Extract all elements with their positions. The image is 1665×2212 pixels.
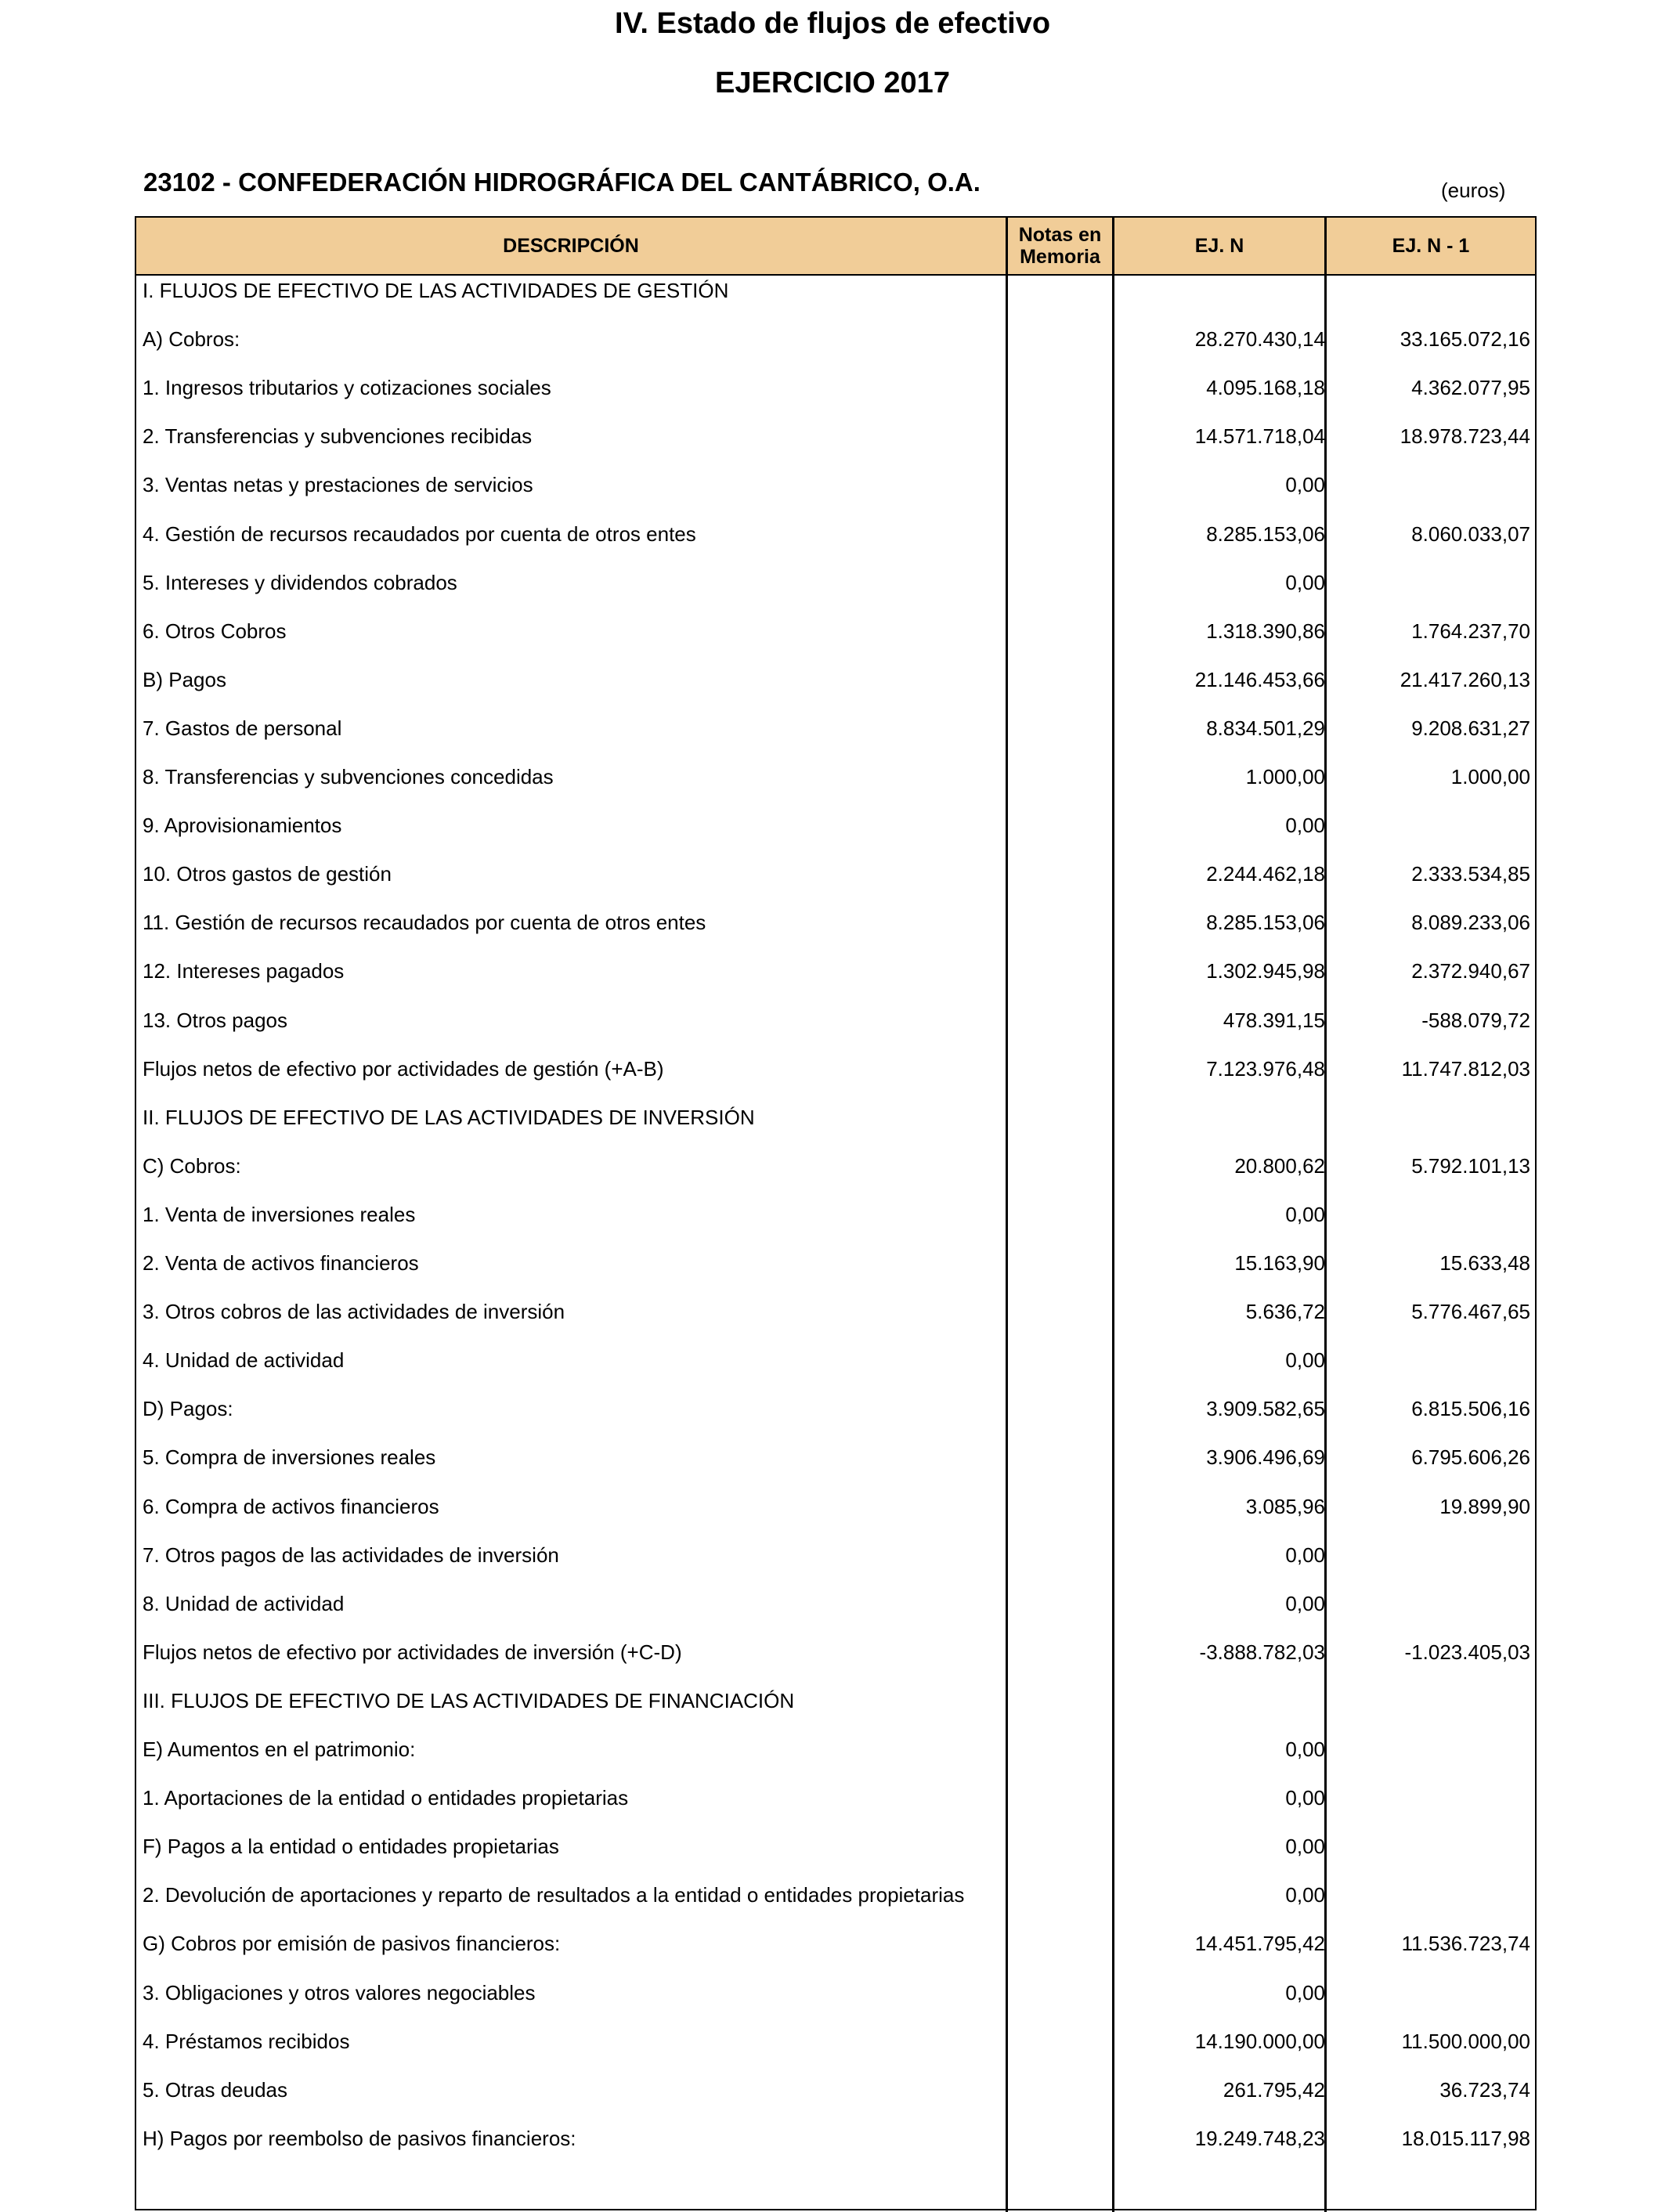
- row-value-ej-n: 0,00: [1285, 1202, 1325, 1226]
- row-description: 4. Unidad de actividad: [143, 1348, 345, 1373]
- row-value-ej-n: 0,00: [1285, 1883, 1325, 1907]
- row-description: 12. Intereses pagados: [143, 959, 345, 983]
- row-description: 11. Gestión de recursos recaudados por cuenta de otros entes: [143, 911, 706, 935]
- cash-flow-table: [135, 216, 1537, 2210]
- row-description: 1. Aportaciones de la entidad o entidades propietarias: [143, 1786, 629, 1810]
- row-value-ej-n: 261.795,42: [1223, 2077, 1325, 2102]
- table-row: [136, 1686, 1535, 1734]
- table-row: [136, 2026, 1535, 2075]
- row-description: 9. Aprovisionamientos: [143, 814, 342, 838]
- row-description: Flujos netos de efectivo por actividades de gestión (+A-B): [143, 1056, 664, 1081]
- row-value-ej-n1: 2.333.534,85: [1411, 862, 1530, 886]
- row-description: F) Pagos a la entidad o entidades propietarias: [143, 1835, 559, 1859]
- row-value-ej-n1: [1335, 1831, 1530, 1880]
- row-description: 2. Devolución de aportaciones y reparto de resultados a la entidad o entidades propietarias: [143, 1883, 965, 1907]
- row-value-ej-n: 0,00: [1285, 1348, 1325, 1373]
- table-row: [136, 1783, 1535, 1831]
- row-value-ej-n1: 36.723,74: [1439, 2077, 1530, 2102]
- currency-units: (euros): [1441, 179, 1506, 202]
- table-row: [136, 1831, 1535, 1880]
- row-value-ej-n1: [1335, 568, 1530, 616]
- row-description: 10. Otros gastos de gestión: [143, 862, 392, 886]
- table-row: [136, 665, 1535, 713]
- row-value-ej-n1: 6.815.506,16: [1411, 1397, 1530, 1421]
- row-description: 1. Venta de inversiones reales: [143, 1202, 416, 1226]
- row-value-ej-n: 0,00: [1285, 1591, 1325, 1615]
- row-value-ej-n: 3.909.582,65: [1206, 1397, 1325, 1421]
- row-description: III. FLUJOS DE EFECTIVO DE LAS ACTIVIDADES DE FINANCIACIÓN: [143, 1688, 795, 1712]
- row-value-ej-n: 14.571.718,04: [1194, 424, 1325, 449]
- table-row: [136, 713, 1535, 762]
- table-row: [136, 1978, 1535, 2026]
- row-description: 1. Ingresos tributarios y cotizaciones sociales: [143, 376, 551, 400]
- row-value-ej-n1: 2.372.940,67: [1411, 959, 1530, 983]
- table-row: [136, 1297, 1535, 1345]
- row-description: A) Cobros:: [143, 327, 240, 352]
- row-value-ej-n: 8.285.153,06: [1206, 521, 1325, 546]
- table-row: [136, 1054, 1535, 1102]
- row-value-ej-n: 15.163,90: [1234, 1251, 1325, 1275]
- row-value-ej-n: 28.270.430,14: [1194, 327, 1325, 352]
- row-value-ej-n: 8.285.153,06: [1206, 911, 1325, 935]
- row-value-ej-n1: 1.000,00: [1450, 765, 1530, 788]
- row-value-ej-n1: 6.795.606,26: [1411, 1445, 1530, 1470]
- row-value-ej-n1: 18.015.117,98: [1401, 2126, 1530, 2150]
- header-ej-n1: EJ. N - 1: [1392, 235, 1470, 257]
- row-value-ej-n: 5.636,72: [1245, 1300, 1325, 1324]
- table-row: [136, 1005, 1535, 1054]
- row-description: 2. Transferencias y subvenciones recibidas: [143, 424, 533, 449]
- table-row: [136, 421, 1535, 470]
- row-value-ej-n: 478.391,15: [1223, 1008, 1325, 1032]
- row-description: 2. Venta de activos financieros: [143, 1251, 419, 1275]
- row-value-ej-n1: 15.633,48: [1439, 1251, 1530, 1275]
- row-value-ej-n: 0,00: [1285, 814, 1325, 838]
- table-row: [136, 1880, 1535, 1929]
- row-value-ej-n1: 21.417.260,13: [1400, 667, 1530, 691]
- row-value-ej-n1: 19.899,90: [1439, 1494, 1530, 1518]
- row-value-ej-n1: [1335, 1345, 1530, 1394]
- row-description: 5. Otras deudas: [143, 2077, 287, 2102]
- page-title: IV. Estado de flujos de efectivo: [614, 7, 1051, 40]
- table-row: [136, 519, 1535, 568]
- row-value-ej-n1: [1335, 1686, 1530, 1734]
- table-row: [136, 470, 1535, 518]
- row-value-ej-n1: 11.747.812,03: [1401, 1056, 1530, 1081]
- row-value-ej-n: 0,00: [1285, 473, 1325, 497]
- table-row: [136, 908, 1535, 956]
- row-value-ej-n1: 1.764.237,70: [1411, 619, 1530, 643]
- row-description: 8. Unidad de actividad: [143, 1591, 345, 1615]
- row-value-ej-n1: [1335, 276, 1530, 324]
- row-description: 4. Préstamos recibidos: [143, 2029, 350, 2053]
- table-row: [136, 2124, 1535, 2172]
- row-value-ej-n1: 5.792.101,13: [1411, 1153, 1530, 1178]
- row-description: 6. Compra de activos financieros: [143, 1494, 439, 1518]
- row-value-ej-n1: 18.978.723,44: [1400, 424, 1530, 449]
- row-value-ej-n: 21.146.453,66: [1194, 667, 1325, 691]
- row-value-ej-n1: [1335, 1200, 1530, 1248]
- table-row: [136, 324, 1535, 373]
- row-description: 3. Obligaciones y otros valores negociables: [143, 1980, 536, 2005]
- row-description: D) Pagos:: [143, 1397, 233, 1421]
- row-value-ej-n: 1.302.945,98: [1206, 959, 1325, 983]
- row-value-ej-n: 4.095.168,18: [1206, 376, 1325, 400]
- row-value-ej-n: 0,00: [1285, 1835, 1325, 1859]
- table-row: [136, 1492, 1535, 1540]
- row-value-ej-n1: 9.208.631,27: [1411, 716, 1530, 740]
- row-value-ej-n1: 33.165.072,16: [1400, 327, 1530, 352]
- row-description: B) Pagos: [143, 667, 226, 691]
- header-notes: Notas en Memoria: [1018, 224, 1102, 268]
- table-row: [136, 1734, 1535, 1783]
- row-description: C) Cobros:: [143, 1153, 241, 1178]
- table-row: [136, 373, 1535, 421]
- table-row: [136, 1589, 1535, 1637]
- row-description: G) Cobros por emisión de pasivos financieros:: [143, 1932, 561, 1956]
- table-row: [136, 1248, 1535, 1297]
- row-description: 5. Intereses y dividendos cobrados: [143, 570, 457, 594]
- entity-name: 23102 - CONFEDERACIÓN HIDROGRÁFICA DEL CANTÁBRICO, O.A.: [143, 168, 981, 197]
- row-value-ej-n: 3.085,96: [1245, 1494, 1325, 1518]
- row-value-ej-n1: [1335, 1880, 1530, 1929]
- row-value-ej-n1: 5.776.467,65: [1411, 1300, 1530, 1324]
- fiscal-year-title: EJERCICIO 2017: [715, 67, 950, 99]
- table-row: [136, 568, 1535, 616]
- row-value-ej-n: [1129, 1686, 1325, 1734]
- table-row: [136, 859, 1535, 908]
- row-value-ej-n: 0,00: [1285, 1786, 1325, 1810]
- row-value-ej-n1: -588.079,72: [1421, 1008, 1530, 1032]
- row-description: 6. Otros Cobros: [143, 619, 287, 643]
- row-value-ej-n: -3.888.782,03: [1199, 1640, 1325, 1664]
- row-value-ej-n: 7.123.976,48: [1206, 1056, 1325, 1081]
- row-description: 7. Gastos de personal: [143, 716, 342, 740]
- table-row: [136, 1394, 1535, 1442]
- row-value-ej-n: 0,00: [1285, 1737, 1325, 1761]
- table-row: [136, 1200, 1535, 1248]
- row-value-ej-n: 0,00: [1285, 570, 1325, 594]
- table-row: [136, 2075, 1535, 2124]
- row-value-ej-n1: [1335, 1783, 1530, 1831]
- table-row: [136, 1151, 1535, 1200]
- row-description: 13. Otros pagos: [143, 1008, 287, 1032]
- row-value-ej-n1: [1335, 1102, 1530, 1151]
- row-value-ej-n: 0,00: [1285, 1980, 1325, 2005]
- row-value-ej-n: [1129, 1102, 1325, 1151]
- row-description: 8. Transferencias y subvenciones concedidas: [143, 765, 554, 788]
- header-description: DESCRIPCIÓN: [503, 235, 639, 257]
- row-value-ej-n: 14.451.795,42: [1194, 1932, 1325, 1956]
- row-value-ej-n1: [1335, 1734, 1530, 1783]
- row-value-ej-n1: 4.362.077,95: [1411, 376, 1530, 400]
- row-value-ej-n: 3.906.496,69: [1206, 1445, 1325, 1470]
- row-value-ej-n1: 11.500.000,00: [1401, 2029, 1530, 2053]
- table-row: [136, 956, 1535, 1005]
- row-description: 3. Ventas netas y prestaciones de servicios: [143, 473, 533, 497]
- row-description: 4. Gestión de recursos recaudados por cuenta de otros entes: [143, 521, 696, 546]
- table-row: [136, 1442, 1535, 1491]
- row-description: Flujos netos de efectivo por actividades de inversión (+C-D): [143, 1640, 682, 1664]
- row-value-ej-n1: [1335, 1978, 1530, 2026]
- row-value-ej-n: 8.834.501,29: [1206, 716, 1325, 740]
- table-row: [136, 1345, 1535, 1394]
- row-description: 5. Compra de inversiones reales: [143, 1445, 436, 1470]
- row-value-ej-n1: -1.023.405,03: [1404, 1640, 1530, 1664]
- row-description: I. FLUJOS DE EFECTIVO DE LAS ACTIVIDADES DE GESTIÓN: [143, 279, 729, 302]
- table-row: [136, 1102, 1535, 1151]
- table-row: [136, 1540, 1535, 1589]
- row-value-ej-n1: [1335, 1589, 1530, 1637]
- row-value-ej-n: 20.800,62: [1234, 1153, 1325, 1178]
- row-description: II. FLUJOS DE EFECTIVO DE LAS ACTIVIDADES DE INVERSIÓN: [143, 1105, 755, 1129]
- row-value-ej-n1: [1335, 1540, 1530, 1589]
- row-value-ej-n: 19.249.748,23: [1194, 2126, 1325, 2150]
- row-value-ej-n1: 8.060.033,07: [1411, 521, 1530, 546]
- row-value-ej-n1: [1335, 810, 1530, 859]
- row-description: E) Aumentos en el patrimonio:: [143, 1737, 416, 1761]
- table-row: [136, 810, 1535, 859]
- row-value-ej-n: 1.318.390,86: [1206, 619, 1325, 643]
- row-value-ej-n: [1129, 276, 1325, 324]
- row-description: 7. Otros pagos de las actividades de inversión: [143, 1543, 559, 1567]
- row-value-ej-n1: [1335, 470, 1530, 518]
- table-row: [136, 1637, 1535, 1686]
- row-value-ej-n: 14.190.000,00: [1194, 2029, 1325, 2053]
- row-description: H) Pagos por reembolso de pasivos financieros:: [143, 2126, 576, 2150]
- table-row: [136, 1929, 1535, 1977]
- header-ej-n: EJ. N: [1194, 235, 1244, 257]
- table-row: [136, 616, 1535, 665]
- row-value-ej-n: 0,00: [1285, 1543, 1325, 1567]
- row-value-ej-n1: 11.536.723,74: [1401, 1932, 1530, 1956]
- row-value-ej-n: 1.000,00: [1245, 765, 1325, 788]
- row-value-ej-n1: 8.089.233,06: [1411, 911, 1530, 935]
- row-value-ej-n: 2.244.462,18: [1206, 862, 1325, 886]
- table-row: [136, 762, 1535, 810]
- row-description: 3. Otros cobros de las actividades de inversión: [143, 1300, 565, 1324]
- table-row: [136, 276, 1535, 324]
